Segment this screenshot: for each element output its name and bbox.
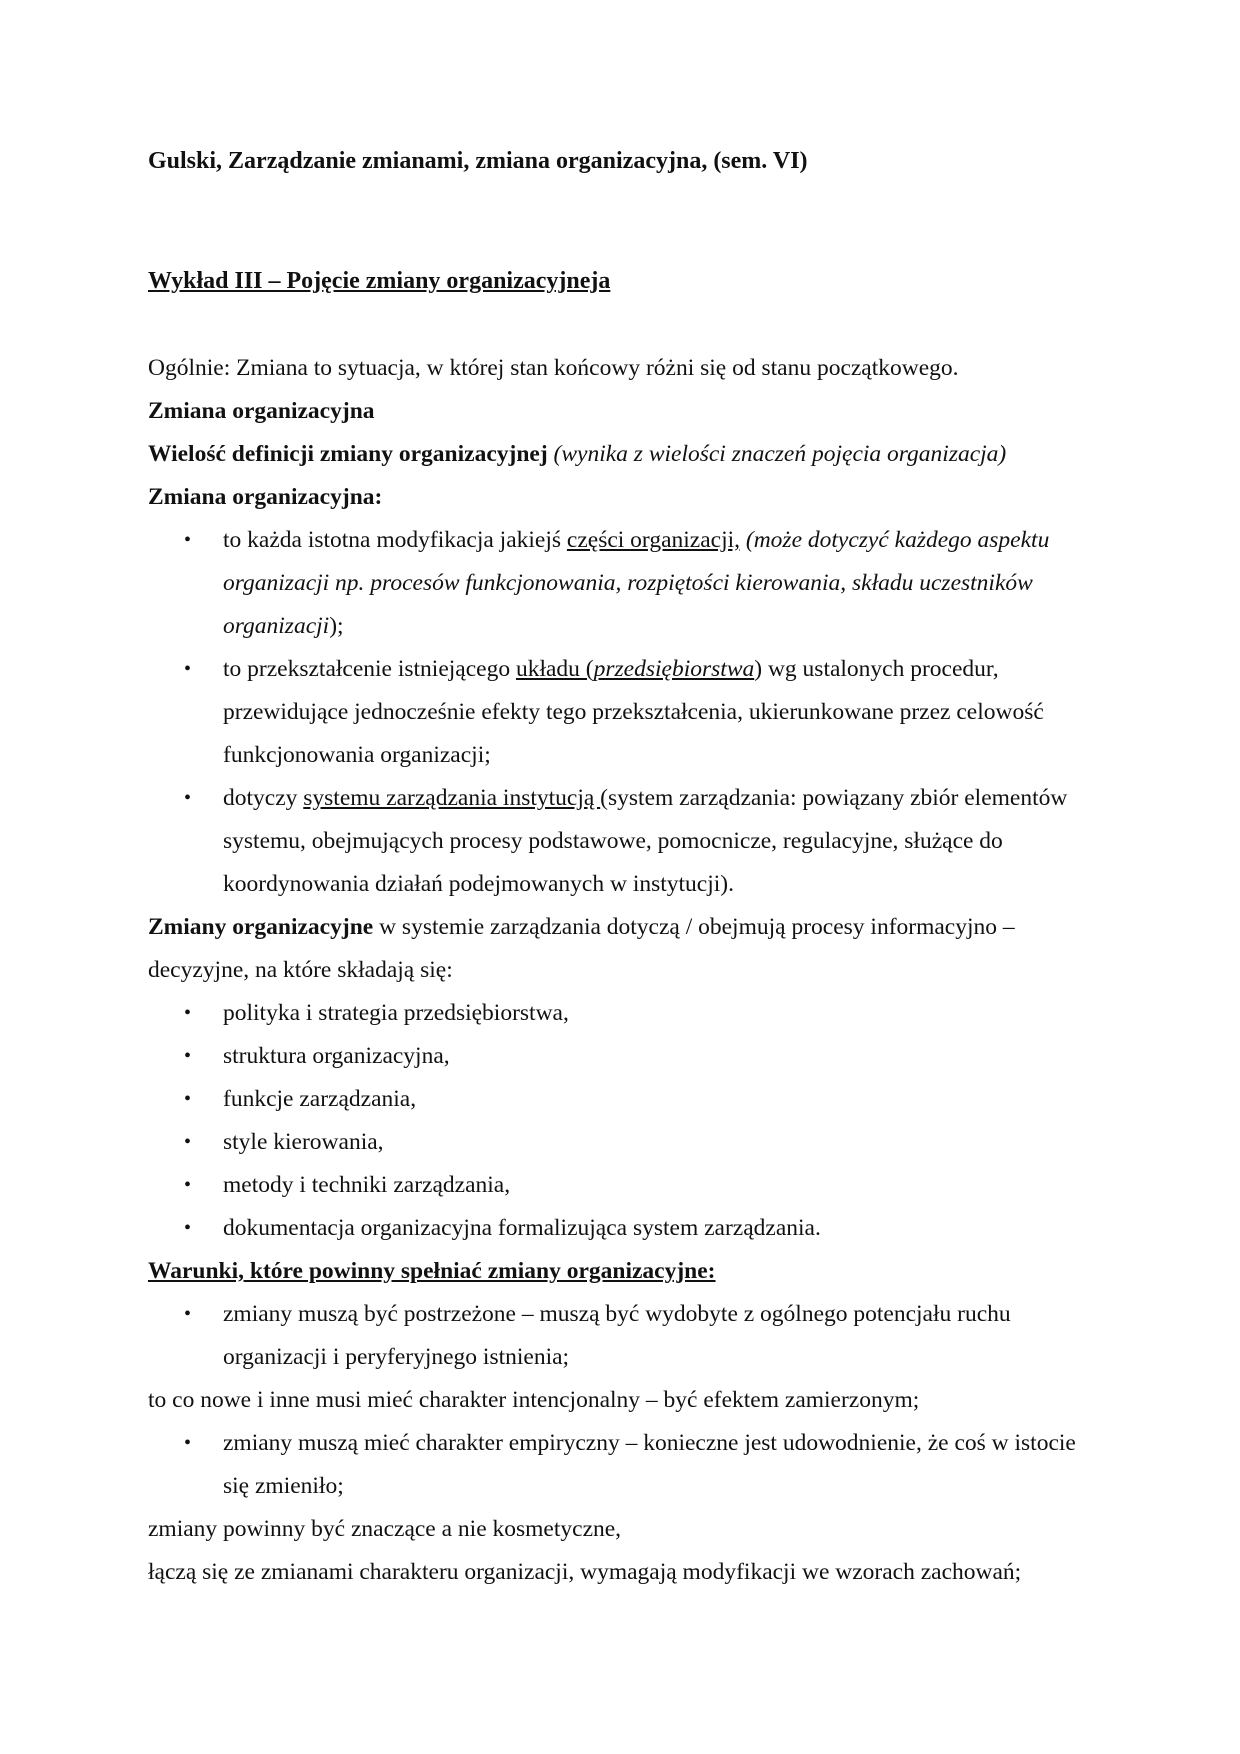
bullet-icon: • [184,658,192,680]
changes-line-1 [148,906,1098,949]
def1-pre: to każda istotna modyfikacja jakiejś [223,527,567,553]
changes-rest-1: w systemie zarządzania dotyczą / obejmują procesy informacyjno – [373,914,1015,940]
bullet-icon: • [184,1088,192,1110]
heading-change: Zmiana organizacyjna [148,398,375,424]
bullet-icon: • [184,529,192,551]
document-title: Gulski, Zarządzanie zmianami, zmiana organizacyjna, (sem. VI) [148,148,808,174]
definitions-line [148,433,1098,476]
definitions-bold: Wielość definicji zmiany organizacyjnej [148,441,548,467]
list-item [148,1078,1098,1121]
heading-change-colon: Zmiana organizacyjna: [148,484,383,510]
list-item [148,777,1098,906]
bullet-icon: • [184,787,192,809]
condition-item: zmiany muszą mieć charakter empiryczny – konieczne jest udowodnienie, że coś w istocie się zmieniło; [223,1430,1076,1499]
bullet-icon: • [184,1131,192,1153]
def1-italic: (może dotyczyć każdego aspektu organizacji np. procesów funkcjonowania, rozpiętości kierowania, składu uczestników organizacji [223,527,1050,639]
list-item [148,1164,1098,1207]
area-item: polityka i strategia przedsiębiorstwa, [223,1000,569,1026]
list-item [148,648,1098,777]
def2-post: ) wg ustalonych procedur, przewidujące jednocześnie efekty tego przekształcenia, ukierunkowane przez celowość funkcjonowania organizacji; [223,656,1044,768]
areas-list [148,992,1098,1250]
def3-pre: dotyczy [223,785,304,811]
condition-4: łączą się ze zmianami charakteru organizacji, wymagają modyfikacji we wzorach zachowań; [148,1559,1022,1585]
definitions-italic: (wynika z wielości znaczeń pojęcia organizacja) [553,441,1007,467]
changes-line-2: decyzyjne, na które składają się: [148,957,453,983]
list-item [148,992,1098,1035]
bullet-icon: • [184,1303,192,1325]
bullet-icon: • [184,1174,192,1196]
conditions-heading: Warunki, które powinny spełniać zmiany organizacyjne: [148,1258,716,1284]
area-item: dokumentacja organizacyjna formalizująca system zarządzania. [223,1215,821,1241]
def2-pre: to przekształcenie istniejącego [223,656,516,682]
bullet-icon: • [184,1002,192,1024]
list-item [148,1293,1098,1379]
area-item: funkcje zarządzania, [223,1086,417,1112]
list-item [148,519,1098,648]
def2-italic: przedsiębiorstwa [593,656,755,682]
def2-underlined-text: układu ( [515,656,594,682]
area-item: style kierowania, [223,1129,384,1155]
condition-follow: to co nowe i inne musi mieć charakter intencjonalny – być efektem zamierzonym; [148,1387,920,1413]
definitions-list [148,519,1098,906]
lecture-title: Wykład III – Pojęcie zmiany organizacyjneja [148,268,611,294]
list-item [148,1207,1098,1250]
def3-post: (system zarządzania: powiązany zbiór elementów systemu, obejmujących procesy podstawowe, pomocnicze, regulacyjne, służące do koordynowania działań podejmowanych w instytucji). [223,785,1068,897]
def1-post: ); [329,613,344,639]
condition-item: zmiany muszą być postrzeżone – muszą być wydobyte z ogólnego potencjału ruchu organizacji i peryferyjnego istnienia; [223,1301,1011,1370]
def3-underlined: systemu zarządzania instytucją [303,785,601,811]
def2-underlined [516,656,754,682]
def1-underlined: części organizacji, [566,527,741,553]
bullet-icon: • [184,1045,192,1067]
conditions-list-2 [148,1422,1098,1508]
changes-bold: Zmiany organizacyjne [148,914,374,940]
general-definition: Ogólnie: Zmiana to sytuacja, w której stan końcowy różni się od stanu początkowego. [148,355,959,381]
document-body [148,347,1098,1594]
area-item: metody i techniki zarządzania, [223,1172,511,1198]
list-item [148,1422,1098,1508]
bullet-icon: • [184,1217,192,1239]
list-item [148,1121,1098,1164]
condition-3: zmiany powinny być znaczące a nie kosmetyczne, [148,1516,622,1542]
conditions-list-1 [148,1293,1098,1379]
list-item [148,1035,1098,1078]
area-item: struktura organizacyjna, [223,1043,450,1069]
bullet-icon: • [184,1432,192,1454]
